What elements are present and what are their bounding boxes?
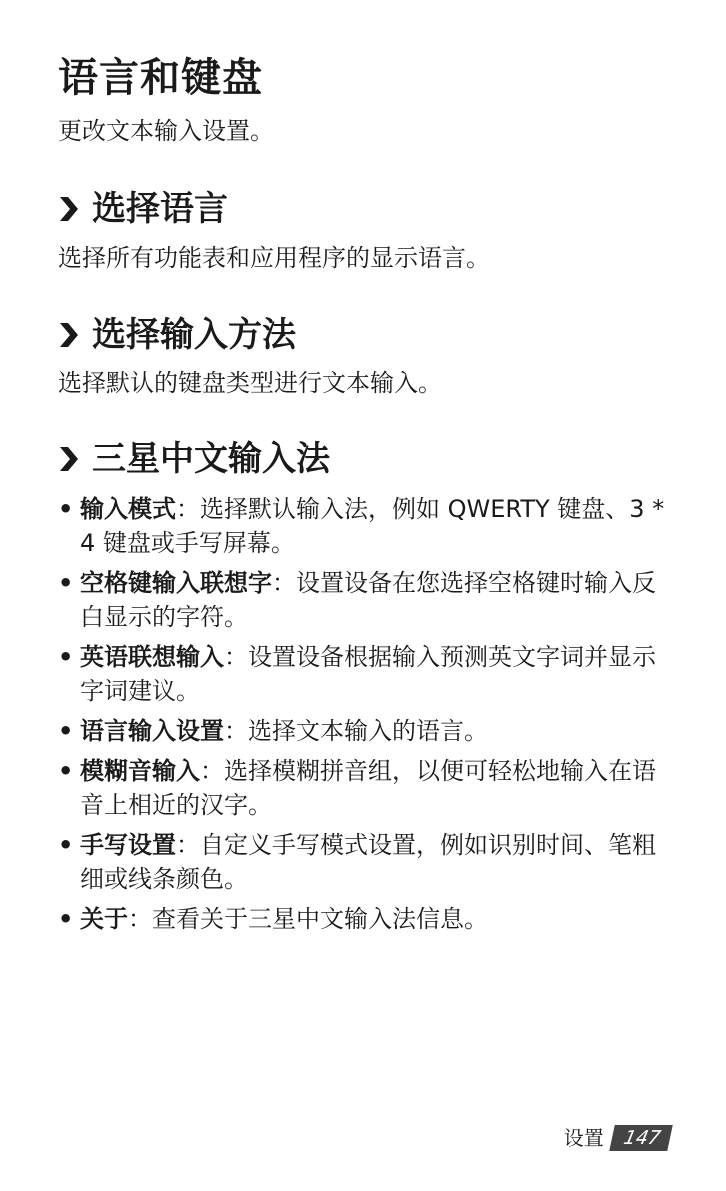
- bullet-marker: •: [58, 569, 74, 597]
- list-item-term: 输入模式: [80, 495, 176, 523]
- list-item-text: ：设置设备在您选择空格键时输入反白显示的字符。: [80, 569, 656, 631]
- section-heading-samsung-chinese-ime: [58, 436, 330, 482]
- section-heading-label: 选择输入方法: [92, 315, 296, 355]
- page-footer: [564, 1124, 670, 1152]
- list-item-text: ：选择默认输入法，例如 QWERTY 键盘、3 * 4 键盘或手写屏幕。: [80, 495, 665, 557]
- bullet-marker: •: [58, 831, 74, 859]
- bullet-marker: •: [58, 495, 74, 523]
- chevron-right-icon: [58, 321, 80, 349]
- list-item-term: 空格键输入联想字: [80, 569, 272, 597]
- list-item-term: 关于: [80, 905, 128, 933]
- bullet-marker: •: [58, 757, 74, 785]
- list-item-text: ：选择文本输入的语言。: [224, 717, 488, 745]
- list-item-text: ：选择模糊拼音组，以便可轻松地输入在语音上相近的汉字。: [80, 757, 656, 819]
- footer-section-name: 设置: [563, 1126, 604, 1150]
- list-item: [58, 714, 678, 748]
- list-item: [58, 492, 678, 560]
- list-item-term: 英语联想输入: [80, 643, 224, 671]
- bullet-marker: •: [58, 717, 74, 745]
- list-item-term: 语言输入设置: [80, 717, 224, 745]
- list-item-text: ：自定义手写模式设置，例如识别时间、笔粗细或线条颜色。: [80, 831, 656, 893]
- page-title: 语言和键盘: [58, 55, 263, 101]
- bullet-marker: •: [58, 905, 74, 933]
- list-item-text: ：查看关于三星中文输入法信息。: [128, 905, 488, 933]
- section-body-input-method: 选择默认的键盘类型进行文本输入。: [58, 369, 442, 397]
- list-item: [58, 828, 678, 896]
- section-body-select-language: 选择所有功能表和应用程序的显示语言。: [58, 244, 490, 272]
- bullet-marker: •: [58, 643, 74, 671]
- list-item-term: 手写设置: [80, 831, 176, 859]
- chevron-right-icon: [58, 445, 80, 473]
- chevron-right-icon: [58, 195, 80, 223]
- ime-options-list: [58, 492, 678, 942]
- list-item: [58, 566, 678, 634]
- section-heading-select-language: [58, 186, 228, 232]
- list-item: [58, 902, 678, 936]
- list-item-text: ：设置设备根据输入预测英文字词并显示字词建议。: [80, 643, 656, 705]
- section-heading-input-method: [58, 312, 296, 358]
- section-heading-label: 选择语言: [92, 189, 228, 229]
- page-number-badge: 147: [609, 1125, 673, 1151]
- list-item: [58, 640, 678, 708]
- list-item: [58, 754, 678, 822]
- section-heading-label: 三星中文输入法: [92, 439, 330, 479]
- list-item-term: 模糊音输入: [80, 757, 200, 785]
- page-intro: 更改文本输入设置。: [58, 117, 274, 145]
